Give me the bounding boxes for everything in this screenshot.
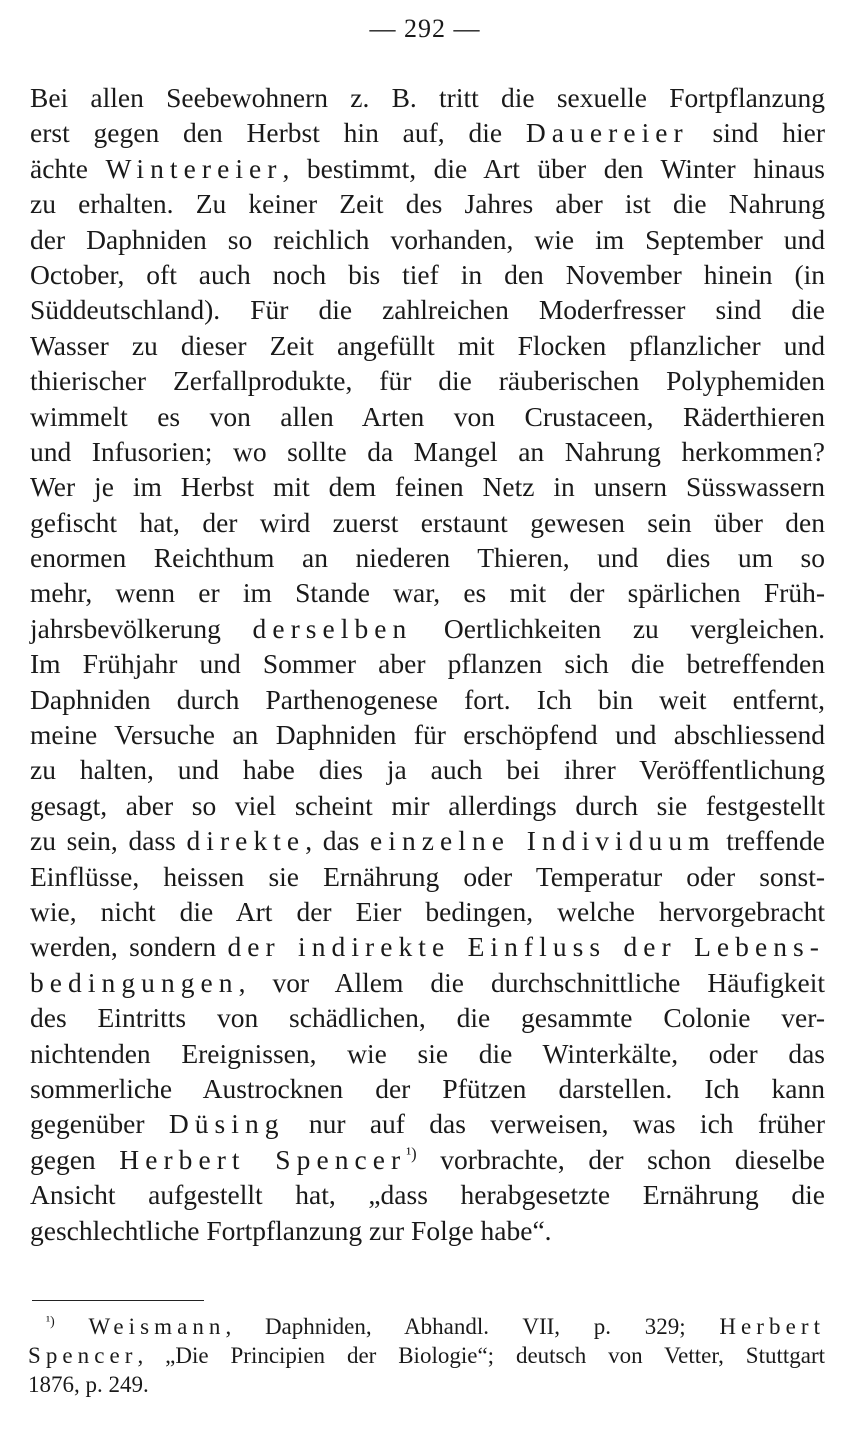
text-line xyxy=(30,80,825,115)
text-run: Ansicht aufgestellt hat, „dass herabgesetzte Ernährung die xyxy=(30,1179,825,1211)
text-run: October, oft auch noch bis tief in den November hinein (in xyxy=(30,258,825,290)
text-run: Bei allen Seebewohnern z. B. tritt die sexuelle Fortpflanzung xyxy=(30,82,825,113)
text-line xyxy=(30,894,825,929)
text-run: Daphniden durch Parthenogenese fort. Ich bin weit entfernt, xyxy=(30,683,825,715)
spaced-emphasis: Herbert Spencer xyxy=(119,1143,407,1175)
footnote-line xyxy=(28,1341,825,1370)
text-run: ächte xyxy=(30,152,106,184)
text-run: geschlechtliche Fortpflanzung zur Folge habe“. xyxy=(30,1214,552,1246)
text-line xyxy=(30,1177,825,1212)
text-line xyxy=(30,752,825,787)
text-line xyxy=(30,505,825,540)
text-run: zu halten, und habe dies ja auch bei ihrer Veröffentlichung xyxy=(30,754,825,786)
spaced-emphasis: der indirekte Einfluss der Lebens- xyxy=(227,931,825,963)
text-run: gesagt, aber so viel scheint mir allerdings durch sie festgestellt xyxy=(30,789,825,821)
text-run: , bestimmt, die Art über den Winter hinaus xyxy=(282,152,825,184)
text-line xyxy=(30,1071,825,1106)
text-line xyxy=(30,151,825,186)
text-line xyxy=(30,292,825,327)
text-line xyxy=(30,646,825,681)
text-run: Im Frühjahr und Sommer aber pflanzen sich die betreffenden xyxy=(30,648,825,680)
text-line xyxy=(30,1000,825,1035)
text-run: gefischt hat, der wird zuerst erstaunt gewesen sein über den xyxy=(30,506,825,538)
text-line xyxy=(30,929,825,964)
text-run: jahrsbevölkerung xyxy=(30,612,253,644)
spaced-emphasis: Dauereier xyxy=(525,117,689,149)
text-line xyxy=(30,575,825,610)
text-run: sommerliche Austrocknen der Pfützen darstellen. Ich kann xyxy=(30,1072,825,1104)
footnote-marker: ¹) xyxy=(406,1143,417,1163)
text-line xyxy=(30,1106,825,1141)
text-run: wimmelt es von allen Arten von Crustaceen, Räderthieren xyxy=(30,400,825,432)
footnote-line xyxy=(28,1370,825,1399)
text-line xyxy=(30,399,825,434)
text-line xyxy=(30,115,825,150)
text-run: , vor Allem die durchschnittliche Häufigkeit xyxy=(238,966,825,998)
text-run: Wer je im Herbst mit dem feinen Netz in unsern Süsswassern xyxy=(30,471,825,503)
text-run: , Daphniden, Abhandl. VII, p. 329; xyxy=(225,1314,720,1339)
text-run: thierischer Zerfallprodukte, für die räuberischen Polyphemiden xyxy=(30,365,825,397)
spaced-emphasis: bedingungen xyxy=(30,966,239,998)
text-line xyxy=(30,965,825,1000)
footnote-block xyxy=(28,1312,825,1399)
text-run: wie, nicht die Art der Eier bedingen, welche hervorgebracht xyxy=(30,895,825,927)
text-line xyxy=(30,328,825,363)
text-run: Einflüsse, heissen sie Ernährung oder Temperatur oder sonst- xyxy=(30,860,825,892)
text-line xyxy=(30,1036,825,1071)
text-line xyxy=(30,859,825,894)
text-line xyxy=(30,186,825,221)
text-run: Wasser zu dieser Zeit angefüllt mit Flocken pflanzlicher und xyxy=(30,329,825,361)
text-run: Süddeutschland). Für die zahlreichen Moderfresser sind die xyxy=(30,294,825,326)
text-run: gegen xyxy=(30,1143,120,1175)
text-line xyxy=(30,788,825,823)
text-line xyxy=(30,469,825,504)
spaced-emphasis: Spencer xyxy=(28,1343,138,1368)
text-run: gegenüber xyxy=(30,1108,169,1140)
text-run: und Infusorien; wo sollte da Mangel an Nahrung herkommen? xyxy=(30,435,825,467)
text-line xyxy=(30,611,825,646)
text-line xyxy=(30,434,825,469)
text-run: vorbrachte, der schon dieselbe xyxy=(416,1143,825,1175)
text-line xyxy=(30,363,825,398)
spaced-emphasis: Weismann xyxy=(88,1314,226,1339)
spaced-emphasis: Herbert xyxy=(719,1314,826,1339)
text-run: enormen Reichthum an niederen Thieren, und dies um so xyxy=(30,542,825,574)
text-run: 1876, p. 249. xyxy=(28,1372,149,1397)
text-run: der Daphniden so reichlich vorhanden, wie im September und xyxy=(30,223,825,255)
spaced-emphasis: Wintereier xyxy=(105,152,283,184)
body-paragraph xyxy=(30,80,825,1248)
text-line xyxy=(30,1213,825,1248)
text-run: meine Versuche an Daphniden für erschöpfend und abschliessend xyxy=(30,719,825,751)
text-line xyxy=(30,682,825,717)
text-run: des Eintritts von schädlichen, die gesammte Colonie ver- xyxy=(30,1002,825,1034)
text-run: nichtenden Ereignissen, wie sie die Winterkälte, oder das xyxy=(30,1037,825,1069)
text-line xyxy=(30,257,825,292)
page-number: — 292 — xyxy=(369,14,481,43)
spaced-emphasis: einzelne Individuum xyxy=(370,825,716,857)
text-line xyxy=(30,222,825,257)
text-run: zu sein, dass xyxy=(30,825,187,857)
spaced-emphasis: Düsing xyxy=(168,1108,285,1140)
text-run: , „Die Principien der Biologie“; deutsch von Vetter, Stuttgart xyxy=(137,1343,825,1368)
text-line xyxy=(30,717,825,752)
text-run: Oertlichkeiten zu vergleichen. xyxy=(412,612,826,644)
footnote-line xyxy=(28,1312,825,1341)
text-run: werden, sondern xyxy=(30,931,228,963)
text-run: , das xyxy=(305,825,371,857)
text-run: sind hier xyxy=(688,117,825,149)
text-run: mehr, wenn er im Stande war, es mit der spärlichen Früh- xyxy=(30,577,825,609)
text-run: zu erhalten. Zu keiner Zeit des Jahres aber ist die Nahrung xyxy=(30,188,825,220)
text-run: erst gegen den Herbst hin auf, die xyxy=(30,117,526,149)
text-line xyxy=(30,540,825,575)
spaced-emphasis: derselben xyxy=(252,612,413,644)
text-line xyxy=(30,1142,825,1177)
spaced-emphasis: direkte xyxy=(186,825,306,857)
text-run: nur auf das verweisen, was ich früher xyxy=(284,1108,825,1140)
footnote-divider xyxy=(32,1300,204,1301)
text-run xyxy=(55,1314,89,1339)
text-run: treffende xyxy=(715,825,825,857)
footnote-marker: ¹) xyxy=(46,1313,55,1329)
text-line xyxy=(30,823,825,858)
